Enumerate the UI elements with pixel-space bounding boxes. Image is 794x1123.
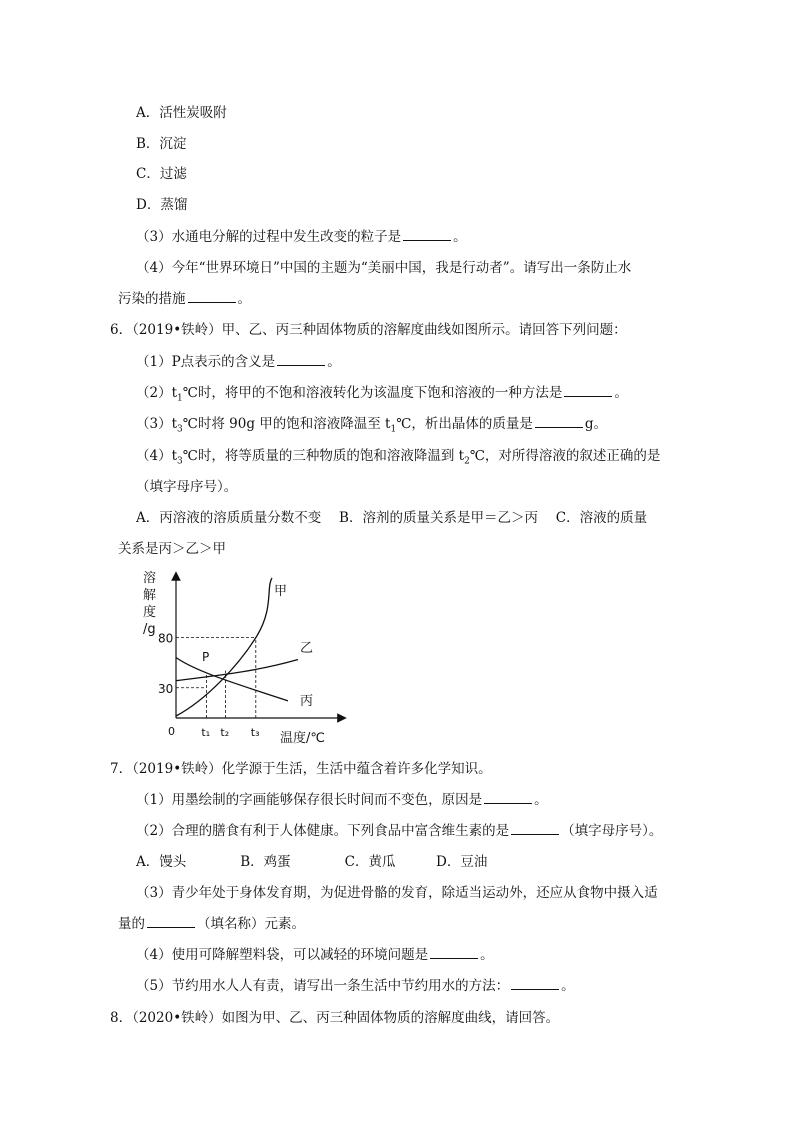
x-tick-label: t₁ — [201, 726, 211, 739]
q7-sub3-line1: （3）青少年处于身体发育期，为促进骨骼的发育，除适当运动外，还应从食物中摄入适 — [136, 885, 658, 901]
solubility-chart — [130, 568, 360, 750]
q8-header: 8．（2020•铁岭）如图为甲、乙、丙三种固体物质的溶解度曲线，请回答。 — [110, 1010, 560, 1026]
option-d: D．蒸馏 — [136, 197, 188, 213]
q5-sub4-line2: 污染的措施 。 — [118, 291, 251, 307]
q6-options-line2: 关系是丙＞乙＞甲 — [118, 541, 226, 557]
answer-blank[interactable] — [511, 977, 559, 990]
series-label: 甲 — [274, 584, 288, 599]
q6-sub4-line2: （填字母序号）。 — [136, 479, 238, 495]
q7-options: A．馒头 B．鸡蛋 C．黄瓜 D．豆油 — [136, 854, 488, 870]
option-a: A．活性炭吸附 — [136, 105, 227, 121]
q7-header: 7．（2019•铁岭）化学源于生活，生活中蕴含着许多化学知识。 — [110, 761, 492, 777]
q7-sub1: （1）用墨绘制的字画能够保存很长时间而不变色，原因是 。 — [136, 792, 548, 808]
q6-options-line1: A．丙溶液的溶质质量分数不变 B．溶剂的质量关系是甲＝乙＞丙 C．溶液的质量 — [136, 510, 648, 526]
q6-sub4: $(4)t_3℃$时，将等质量的三种物质的饱和溶液降温到 $t_2℃$，对所得溶液的叙述正确的是 — [136, 448, 661, 467]
y-tick-label: 30 — [158, 681, 174, 696]
y-axis-label: /g — [143, 622, 156, 637]
x-tick-label: t₂ — [220, 726, 230, 739]
answer-blank[interactable] — [484, 791, 532, 804]
point-p-label: P — [202, 650, 210, 664]
option-b: B．沉淀 — [136, 136, 187, 152]
q6-sub1: （1）P点表示的含义是 。 — [136, 354, 341, 370]
answer-blank[interactable] — [277, 353, 325, 366]
origin-label: 0 — [168, 725, 175, 738]
y-axis-label: 解 — [143, 588, 157, 603]
option-c: C．过滤 — [136, 166, 187, 182]
series-label: 丙 — [300, 694, 314, 709]
y-tick-label: 80 — [158, 631, 174, 646]
x-axis-label: 温度/℃ — [280, 731, 325, 746]
q6-header: 6．（2019•铁岭）甲、乙、丙三种固体物质的溶解度曲线如图所示。请回答下列问题： — [110, 322, 627, 338]
series-label: 乙 — [300, 641, 314, 656]
answer-blank[interactable] — [147, 915, 195, 928]
y-axis-label: 溶 — [143, 571, 157, 586]
q5-sub3: （3）水通电分解的过程中发生改变的粒子是 。 — [136, 229, 467, 245]
y-axis-label: 度 — [143, 605, 157, 620]
answer-blank[interactable] — [188, 290, 236, 303]
q7-sub3-line2: 量的 （填名称）元素。 — [118, 916, 305, 932]
q7-sub2: （2）合理的膳食有利于人体健康。下列食品中富含维生素的是 （填字母序号）。 — [136, 823, 663, 839]
answer-blank[interactable] — [430, 946, 478, 959]
q7-sub4: （4）使用可降解塑料袋，可以减轻的环境问题是 。 — [136, 947, 494, 963]
x-tick-label: t₃ — [250, 726, 260, 739]
q5-sub4-line1: （4）今年“世界环境日”中国的主题为“美丽中国，我是行动者”。请写出一条防止水 — [136, 260, 632, 276]
q6-sub2: $(2)t_1℃$时，将甲的不饱和溶液转化为该温度下饱和溶液的一种方法是 。 — [136, 385, 628, 404]
curve-jia — [176, 578, 272, 716]
answer-blank[interactable] — [403, 228, 451, 241]
answer-blank[interactable] — [511, 822, 559, 835]
q6-sub3: $(3)t_3℃$时将 90g 甲的饱和溶液降温至 $t_1℃$，析出晶体的质量是 g。 — [136, 416, 607, 435]
answer-blank[interactable] — [535, 415, 583, 428]
q7-sub5: （5）节约用水人人有责，请写出一条生活中节约用水的方法： 。 — [136, 978, 575, 994]
answer-blank[interactable] — [564, 384, 612, 397]
